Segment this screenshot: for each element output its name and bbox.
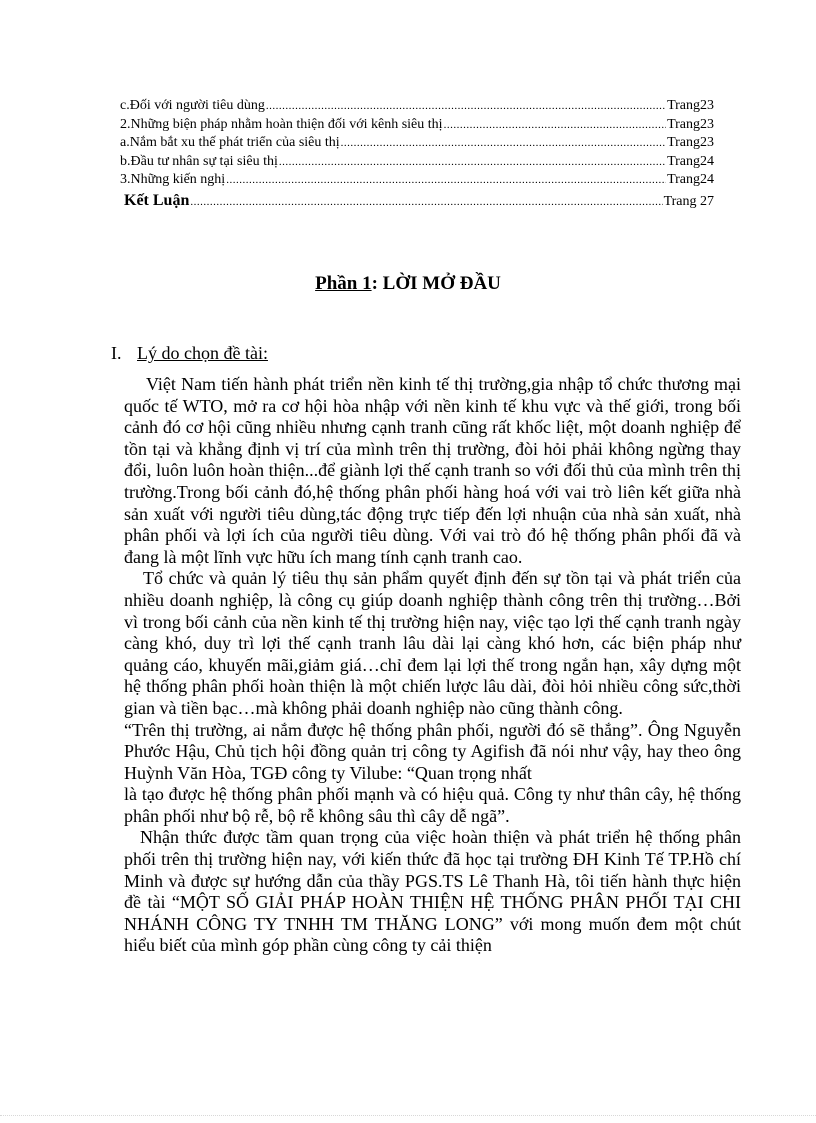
- toc-leader-dots: [226, 171, 666, 190]
- paragraph: Tổ chức và quản lý tiêu thụ sản phẩm quyết định đến sự tồn tại và phát triển của nhiều doanh nghiệp, là công cụ giúp doanh nghiệp thành công trên thị trường…Bởi vì trong bối cảnh của nền kinh tế thị trường hiện nay, việc tạo lợi thế cạnh tranh ngày càng khó, duy trì lợi thế cạnh tranh lâu dài lại càng khó hơn, các biện pháp như quảng cáo, khuyến mãi,giảm giá…chỉ đem lại lợi thế trong ngắn hạn, xây dựng một hệ thống phân phối hoàn thiện là một chiến lược lâu dài, đòi hỏi nhiều công sức,thời gian và tiền bạc…mà không phải doanh nghiệp nào cũng thành công.: [124, 568, 741, 718]
- toc-entry-page: Trang23: [667, 98, 714, 113]
- paragraph: là tạo được hệ thống phân phối mạnh và có hiệu quả. Công ty như thân cây, hệ thống phân phối như bộ rễ, bộ rễ không sâu thì cây dễ ngã”.: [124, 784, 741, 826]
- part-title: LỜI MỞ ĐẦU: [382, 273, 501, 294]
- toc-leader-dots: [444, 116, 667, 135]
- section-number: I.: [111, 343, 122, 363]
- toc-entry: [120, 97, 714, 116]
- toc-entry-label: 2.Những biện pháp nhằm hoàn thiện đối với kênh siêu thị: [120, 116, 443, 132]
- toc-entry-page: Trang24: [667, 172, 714, 188]
- toc-entry: [120, 171, 714, 190]
- toc-entry-page: Trang23: [667, 116, 714, 132]
- toc-entry-page: Trang24: [667, 153, 714, 169]
- part-heading: [0, 273, 816, 295]
- toc-entry: [120, 116, 714, 135]
- toc-entry: [120, 153, 714, 172]
- toc-leader-dots: [341, 134, 666, 153]
- toc-leader-dots: [266, 97, 666, 116]
- toc-entry-label: c.Đối với người tiêu dùng: [120, 98, 265, 113]
- toc-leader-dots: [190, 191, 662, 213]
- toc-entry-label: b.Đầu tư nhân sự tại siêu thị: [120, 153, 278, 169]
- toc-entry-conclusion: [120, 190, 714, 212]
- toc-entry-label: 3.Những kiến nghị: [120, 172, 226, 188]
- toc-conclusion-label: Kết Luận: [124, 191, 190, 209]
- toc-entry-label: a.Nắm bắt xu thế phát triển của siêu thị: [120, 135, 340, 151]
- page-bottom-rule: [0, 1115, 816, 1116]
- toc-conclusion-page: Trang 27: [663, 193, 714, 209]
- paragraph: Nhận thức được tầm quan trọng của việc hoàn thiện và phát triển hệ thống phân phối trên thị trường hiện nay, với kiến thức đã học tại trường ĐH Kinh Tế TP.Hồ chí Minh và được sự hướng dẫn của thầy PGS.TS Lê Thanh Hà, tôi tiến hành thực hiện đề tài “MỘT SỐ GIẢI PHÁP HOÀN THIỆN HỆ THỐNG PHÂN PHỐI TẠI CHI NHÁNH CÔNG TY TNHH TM THĂNG LONG” với mong muốn đem một chút hiểu biết của mình góp phần cùng công ty cải thiện: [124, 827, 741, 956]
- paragraph: Việt Nam tiến hành phát triển nền kinh tế thị trường,gia nhập tổ chức thương mại quốc tế WTO, mở ra cơ hội hòa nhập với nền kinh tế khu vực và thế giới, trong bối cảnh đó cơ hội cũng nhiều nhưng cạnh tranh cũng rất khốc liệt, một doanh nghiệp để tồn tại và khẳng định vị trí của mình trên thị trường, đòi hỏi phải không ngừng thay đổi, luôn luôn hoàn thiện...để giành lợi thế cạnh tranh so với đối thủ của mình trên thị trường.Trong bối cảnh đó,hệ thống phân phối hàng hoá với vai trò liên kết giữa nhà sản xuất với người tiêu dùng,tác động trực tiếp đến lợi nhuận của nhà sản xuất, nhà phân phối và lợi ích của người tiêu dùng. Với vai trò đó hệ thống phân phối đã và đang là một lĩnh vực hữu ích mang tính cạnh tranh cao.: [124, 374, 741, 567]
- part-separator: :: [371, 273, 378, 294]
- toc-leader-dots: [279, 153, 666, 172]
- section-title: Lý do chọn đề tài:: [137, 343, 268, 363]
- part-label: Phần 1: [315, 273, 372, 294]
- table-of-contents: [120, 97, 714, 212]
- toc-entry: [120, 134, 714, 153]
- toc-entry-page: Trang23: [667, 135, 714, 151]
- body-text: [124, 374, 741, 957]
- section-heading: [111, 343, 268, 364]
- paragraph: “Trên thị trường, ai nắm được hệ thống phân phối, người đó sẽ thắng”. Ông Nguyễn Phước Hậu, Chủ tịch hội đồng quản trị công ty Agifish đã nói như vậy, hay theo ông Huỳnh Văn Hòa, TGĐ công ty Vilube: “Quan trọng nhất: [124, 719, 741, 783]
